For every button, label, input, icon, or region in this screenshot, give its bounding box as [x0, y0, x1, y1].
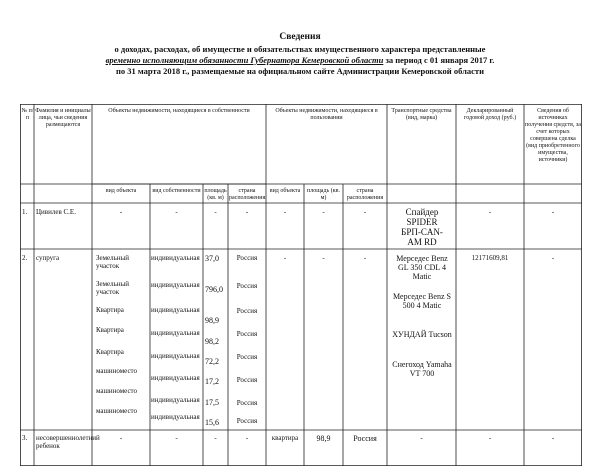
row-3-sources: -	[551, 434, 555, 442]
subheader-used-area: площадь (кв. м)	[306, 188, 341, 201]
row-3-used-area: 98,9	[316, 434, 331, 443]
row-2-vehicle-1: Мерседес Benz GL 350 CDL 4 Matic	[396, 254, 448, 281]
row-2-vehicle-3: ХУНДАЙ Tucson	[392, 330, 452, 339]
row-2-property-4-country: Россия	[236, 330, 258, 338]
row-3-owned-type: -	[119, 434, 123, 442]
row-2-property-5-ownership: индивидуальная	[151, 352, 200, 360]
row-2-property-4-type: Квартира	[96, 326, 124, 334]
row-2-property-5-country: Россия	[236, 353, 258, 361]
subheader-owned-country: страна расположения	[229, 188, 266, 201]
row-2-property-2-type: Земельный участок	[96, 280, 130, 296]
row-2-property-3-ownership: индивидуальная	[151, 306, 200, 314]
declaration-table	[20, 104, 582, 466]
document-subtitle-line-1: о доходах, расходах, об имуществе и обязательствах имущественного характера представленные	[114, 44, 486, 54]
row-2-property-7-area: 17,5	[205, 398, 219, 407]
document-subtitle-line-3: по 31 марта 2018 г., размещаемые на официальном сайте Администрации Кемеровской области	[116, 66, 484, 76]
row-2-income: 12171609,81	[471, 254, 509, 262]
row-2-property-8-type: машиноместо	[96, 407, 138, 415]
subheader-owned-ownership: вид собственности	[152, 188, 201, 194]
row-2-property-3-country: Россия	[236, 307, 258, 315]
row-1-num: 1.	[22, 208, 28, 216]
subheader-owned-area: площадь (кв. м)	[204, 188, 227, 201]
row-3-name: несовершеннолетний ребенок	[36, 434, 100, 450]
header-owned-group: Объекты недвижимости, находящиеся в собственности	[108, 108, 250, 114]
official-title: временно исполняющим обязанности Губернатора Кемеровской области	[105, 55, 384, 65]
row-2-property-1-area: 37,0	[205, 254, 219, 263]
row-3-owned-country: -	[245, 434, 249, 442]
row-2-vehicle-4: Снегоход Yamaha VT 700	[392, 360, 452, 378]
header-used-group: Объекты недвижимости, находящиеся в пользовании	[275, 108, 378, 121]
row-3-num: 3.	[22, 434, 28, 442]
row-2-property-6-type: машиноместо	[96, 367, 138, 375]
row-1-owned-type: -	[119, 208, 123, 216]
row-2-property-8-area: 15,6	[205, 418, 219, 427]
row-2-property-4-area: 98,2	[205, 337, 219, 346]
row-3-income: -	[488, 434, 492, 442]
period-start: за период с 01 января 2017 г.	[383, 55, 495, 65]
row-2-name: супруга	[36, 254, 60, 262]
row-2-property-7-ownership: индивидуальная	[151, 396, 200, 404]
subheader-used-country: страна расположения	[346, 188, 384, 201]
row-2-property-1-type: Земельный участок	[96, 254, 130, 270]
subheader-owned-type: вид объекта	[105, 188, 137, 194]
row-1-income: -	[488, 208, 492, 216]
row-2-property-2-ownership: индивидуальная	[151, 281, 200, 289]
row-2-property-5-type: Квартира	[96, 348, 124, 356]
row-1-owned-ownership: -	[175, 208, 178, 216]
row-1-name: Цивилев С.Е.	[36, 208, 76, 216]
row-2-used-country: -	[363, 254, 367, 262]
row-1-used-type: -	[283, 208, 287, 216]
document-title: Сведения	[279, 32, 321, 42]
row-2-property-7-country: Россия	[236, 399, 258, 407]
row-3-owned-ownership: -	[175, 434, 178, 442]
subheader-used-type: вид объекта	[269, 188, 301, 194]
header-sources: Сведения об источниках получения средств, за счет которых совершена сделка (вид приобретенного имущества, источники)	[525, 108, 581, 163]
row-1-owned-country: -	[245, 208, 249, 216]
row-1-used-area: -	[322, 208, 325, 216]
row-3-owned-area: -	[214, 434, 217, 442]
row-2-property-3-type: Квартира	[96, 306, 124, 314]
row-2-property-4-ownership: индивидуальная	[151, 329, 200, 337]
row-1-vehicle: Спайдер SPIDER БРП-CAN-AM RD	[401, 207, 443, 247]
row-2-used-area: -	[322, 254, 325, 262]
row-2-property-2-country: Россия	[236, 282, 258, 290]
row-2-property-6-area: 17,2	[205, 377, 219, 386]
row-3-vehicle: -	[420, 434, 423, 442]
row-2-property-8-country: Россия	[236, 417, 258, 425]
header-name: Фамилия и инициалы лица, чьи сведения размещаются	[35, 108, 91, 128]
header-vehicles: Транспортные средства (вид, марка)	[391, 108, 452, 121]
row-1-sources: -	[551, 208, 555, 216]
row-2-property-1-country: Россия	[236, 254, 258, 262]
row-2-property-5-area: 72,2	[205, 357, 219, 366]
row-2-property-1-ownership: индивидуальная	[151, 254, 200, 262]
row-1-owned-area: -	[214, 208, 217, 216]
header-num: № п/п	[21, 108, 34, 121]
row-2-property-3-area: 98,9	[205, 316, 219, 325]
row-2-property-2-area: 796,0	[205, 285, 223, 294]
document-subtitle-line-2	[0, 55, 600, 66]
row-3-used-type: квартира	[271, 434, 299, 442]
row-2-property-7-type: машиноместо	[96, 387, 138, 395]
row-2-sources: -	[551, 254, 555, 262]
row-1-used-country: -	[363, 208, 367, 216]
header-income: Декларированный годовой доход (руб.)	[463, 108, 517, 121]
row-3-used-country: Россия	[353, 434, 377, 443]
row-2-vehicle-2: Мерседес Benz S 500 4 Matic	[393, 292, 451, 310]
row-2-property-6-ownership: индивидуальная	[151, 374, 200, 382]
row-2-property-8-ownership: индивидуальная	[151, 413, 200, 421]
row-2-used-type: -	[283, 254, 287, 262]
row-2-property-6-country: Россия	[236, 376, 258, 384]
row-2-num: 2.	[22, 254, 28, 262]
